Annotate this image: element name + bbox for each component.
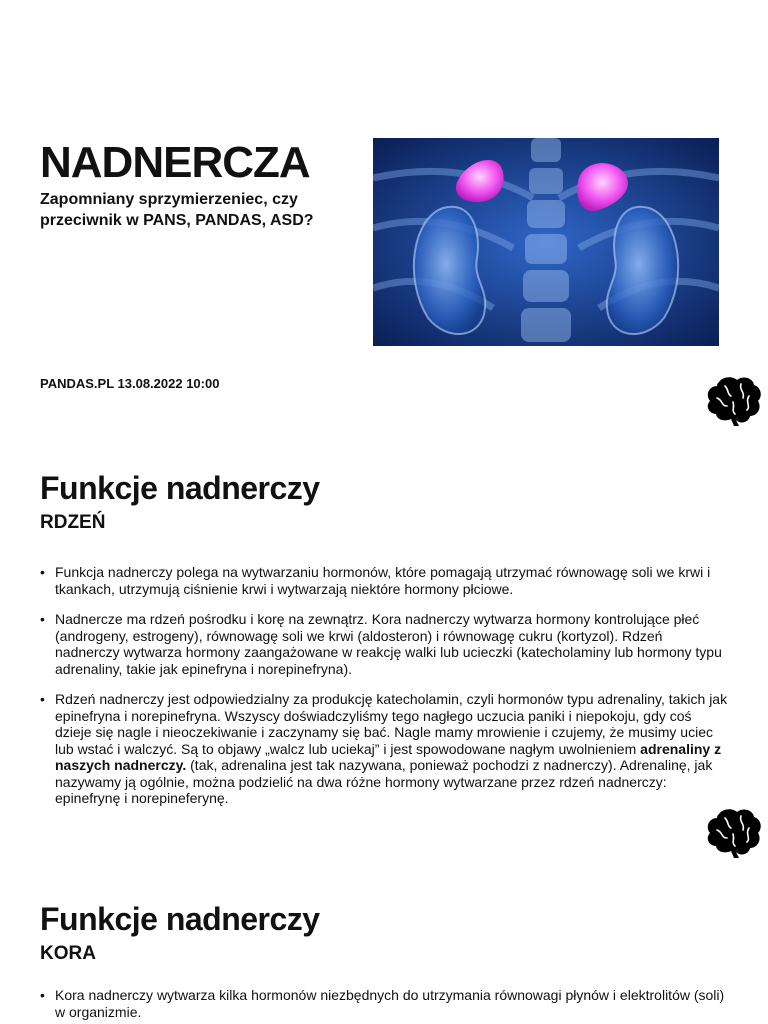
cortex-bullet-list [38,987,728,1020]
list-item: • Nadnercze ma rdzeń pośrodku i korę na zewnątrz. Kora nadnerczy wytwarza hormony kontrolujące płeć (androgeny, estrogeny), równowagę soli we krwi (aldosteron) i równowagę cukru (kortyzol). Rdzeń nadnerczy wytwarza hormony zaangażowane w reakcję walki lub ucieczki (katecholaminy lub hormony typu adrenaliny, takie jak epinefryna i norepinefryna). [38,611,728,677]
brain-icon [705,374,763,426]
section-subheading-medulla: RDZEŃ [40,512,106,533]
section-heading-medulla: Funkcje nadnerczy [40,470,320,506]
adrenal-glands-illustration-icon [373,138,719,346]
list-item-text: (tak, adrenalina jest tak nazywana, ponieważ pochodzi z nadnerczy). Adrenalinę, jak nazywamy ją ogólnie, można podzielić na dwa różne hormony wytwarzane przez rdzeń nadnerczy: epinefrynę i norepineferynę. [55,757,713,806]
brain-icon [705,806,763,858]
list-item: • Kora nadnerczy wytwarza kilka hormonów niezbędnych do utrzymania równowagi płynów i elektrolitów (soli) w organizmie. [38,987,728,1020]
list-item-text: Rdzeń nadnerczy jest odpowiedzialny za produkcję katecholamin, czyli hormonów typu adrenaliny, takich jak epinefryna i norepinefryna. Wszyscy doświadczyliśmy tego nagłego uczucia paniki i niepokoju, gdy coś dzieje się nagle i nieoczekiwanie i zaczynamy się bać. Nagle mamy mrowienie i czujemy, że musimy uciec lub wstać i walczyć. Są to objawy „walcz lub uciekaj” i jest spowodowane nagłym uwolnieniem [55,691,728,757]
list-item: • Funkcja nadnerczy polega na wytwarzaniu hormonów, które pomagają utrzymać równowagę soli we krwi i tkankach, utrzymują ciśnienie krwi i wytwarzają niektóre hormony płciowe. [38,564,728,597]
publication-meta: PANDAS.PL 13.08.2022 10:00 [40,376,220,391]
list-item-bold-text: adrenaliny z naszych nadnerczy. [55,740,722,773]
page-title: NADNERCZA [40,138,310,187]
page-subtitle: Zapomniany sprzymierzeniec, czy przeciwnik w PANS, PANDAS, ASD? [40,191,314,229]
medulla-bullet-list [38,564,728,821]
section-subheading-cortex: KORA [40,943,96,964]
adrenal-glands-image [373,138,719,346]
list-item [38,691,728,807]
section-heading-cortex: Funkcje nadnerczy [40,901,320,937]
